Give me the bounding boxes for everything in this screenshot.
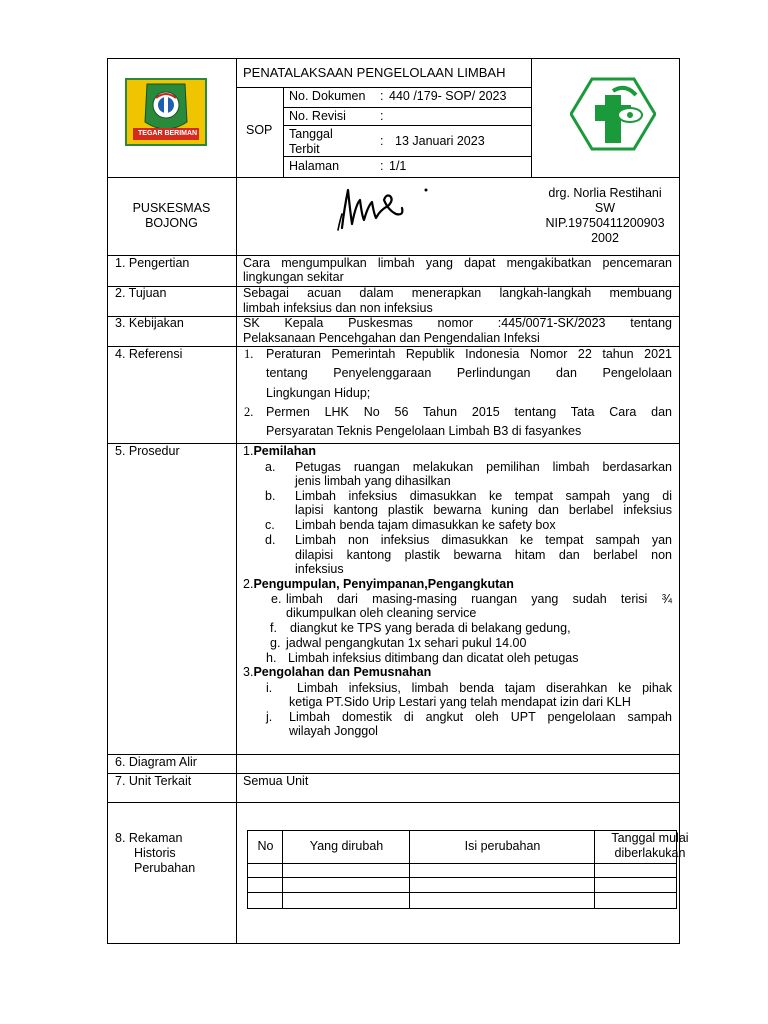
table-header-no: No (257, 839, 274, 853)
org-name-line1: PUSKESMAS (132, 201, 211, 215)
section-label-pengertian: 1. Pengertian (115, 256, 190, 270)
field-sep: : (380, 89, 384, 103)
group-num: 3. (243, 665, 254, 679)
section-label-historis: Historis (134, 846, 176, 860)
list-marker: f. (270, 621, 277, 635)
section-label-diagram-alir: 6. Diagram Alir (115, 755, 197, 769)
prosedur-b-line2: lapisi kantong plastik bewarna kuning dan berlabel infeksius (295, 503, 672, 517)
prosedur-i-line2: ketiga PT.Sido Urip Lestari yang telah mendapat izin dari KLH (289, 695, 631, 709)
prosedur-h-line1: Limbah infeksius ditimbang dan dicatat oleh petugas (288, 651, 579, 665)
tujuan-text-line2: limbah infeksius dan non infeksius (243, 301, 433, 315)
unit-terkait-value: Semua Unit (243, 774, 309, 788)
list-marker: i. (266, 681, 273, 695)
table-header-tanggal-mulai: Tanggal mulai (611, 831, 689, 845)
section-label-rekaman: 8. Rekaman (115, 831, 183, 845)
field-sep: : (380, 134, 384, 148)
prosedur-j-line2: wilayah Jonggol (289, 724, 378, 738)
prosedur-f-line1: diangkut ke TPS yang berada di belakang gedung, (290, 621, 571, 635)
group-title: Pengumpulan, Penyimpanan,Pengangkutan (253, 577, 514, 591)
section-label-tujuan: 2. Tujuan (115, 286, 167, 300)
referensi-2-line1: Permen LHK No 56 Tahun 2015 tentang Tata Cara dan (266, 405, 672, 419)
section-label-kebijakan: 3. Kebijakan (115, 316, 184, 330)
signer-nip-line1: NIP.19750411200903 (545, 216, 665, 230)
field-label-no-dokumen: No. Dokumen (289, 89, 366, 103)
field-sep: : (380, 109, 384, 123)
table-header-isi-perubahan: Isi perubahan (464, 839, 541, 853)
field-label-tanggal: Tanggal (289, 127, 333, 141)
referensi-num: 1. (244, 347, 254, 361)
sop-label: SOP (246, 123, 273, 137)
referensi-1-line1: Peraturan Pemerintah Republik Indonesia Nomor 22 tahun 2021 (266, 347, 672, 361)
kabupaten-logo (125, 78, 207, 146)
field-label-no-revisi: No. Revisi (289, 109, 346, 123)
table-header-yang-dirubah: Yang dirubah (309, 839, 384, 853)
signer-nip-line2: 2002 (591, 231, 619, 245)
group-title: Pemilahan (253, 444, 316, 458)
group-num: 1. (243, 444, 254, 458)
list-marker: b. (265, 489, 276, 503)
prosedur-group-3-heading (243, 665, 431, 680)
kebijakan-text-line1: SK Kepala Puskesmas nomor :445/0071-SK/2023 tentang (243, 316, 672, 330)
field-sep: : (380, 159, 384, 173)
prosedur-e-line1: limbah dari masing-masing ruangan yang sudah terisi ¾ (286, 592, 672, 606)
field-label-terbit: Terbit (289, 142, 320, 156)
list-marker: j. (266, 710, 273, 724)
list-marker: h. (266, 651, 277, 665)
section-label-referensi: 4. Referensi (115, 347, 183, 361)
tujuan-text-line1: Sebagai acuan dalam menerapkan langkah-langkah membuang (243, 286, 672, 300)
list-marker: g. (270, 636, 281, 650)
group-title: Pengolahan dan Pemusnahan (253, 665, 432, 679)
pengertian-text-line1: Cara mengumpulkan limbah yang dapat mengakibatkan pencemaran (243, 256, 672, 270)
field-value-tanggal: 13 Januari 2023 (395, 134, 485, 148)
prosedur-e-line2: dikumpulkan oleh cleaning service (286, 606, 477, 620)
list-marker: c. (265, 518, 275, 532)
prosedur-d-line1: Limbah non infeksius dimasukkan ke tempat sampah yan (295, 533, 672, 547)
document-title: PENATALAKSAAN PENGELOLAAN LIMBAH (243, 65, 506, 80)
prosedur-a-line1: Petugas ruangan melakukan pemilihan limbah berdasarkan (295, 460, 672, 474)
handwritten-signature (330, 180, 440, 240)
logo-motto: TEGAR BERIMAN (138, 130, 198, 137)
org-name-line2: BOJONG (145, 216, 198, 230)
prosedur-a-line2: jenis limbah yang dihasilkan (295, 474, 451, 488)
prosedur-j-line1: Limbah domestik di angkut oleh UPT pengelolaan sampah (289, 710, 672, 724)
field-label-halaman: Halaman (289, 159, 340, 173)
table-header-diberlakukan: diberlakukan (614, 846, 686, 860)
referensi-2-line2: Persyaratan Teknis Pengelolaan Limbah B3 di fasyankes (266, 424, 582, 438)
puskesmas-logo (570, 77, 656, 151)
prosedur-c-line1: Limbah benda tajam dimasukkan ke safety box (295, 518, 556, 532)
section-label-unit-terkait: 7. Unit Terkait (115, 774, 192, 788)
prosedur-b-line1: Limbah infeksius dimasukkan ke tempat sampah yang di (295, 489, 672, 503)
prosedur-d-line2: dilapisi kantong plastik bewarna hitam dan berlabel non (295, 548, 672, 562)
section-label-perubahan: Perubahan (134, 861, 196, 875)
signer-name-line1: drg. Norlia Restihani (548, 186, 662, 200)
group-num: 2. (243, 577, 254, 591)
prosedur-g-line1: jadwal pengangkutan 1x sehari pukul 14.00 (286, 636, 527, 650)
prosedur-group-1-heading (243, 444, 316, 459)
referensi-1-line2: tentang Penyelenggaraan Perlindungan dan Pengelolaan (266, 366, 672, 380)
pengertian-text-line2: lingkungan sekitar (243, 270, 344, 284)
prosedur-group-2-heading (243, 577, 514, 592)
list-marker: a. (265, 460, 276, 474)
signer-name-line2: SW (594, 201, 616, 215)
referensi-num: 2. (244, 405, 254, 419)
prosedur-i-line1: Limbah infeksius, limbah benda tajam diserahkan ke pihak (297, 681, 672, 695)
field-value-halaman: 1/1 (389, 159, 407, 173)
referensi-1-line3: Lingkungan Hidup; (266, 386, 371, 400)
section-label-prosedur: 5. Prosedur (115, 444, 180, 458)
list-marker: e. (271, 592, 282, 606)
prosedur-d-line3: infeksius (295, 562, 344, 576)
kebijakan-text-line2: Pelaksanaan Pencehgahan dan Pengendalian Infeksi (243, 331, 540, 345)
field-value-no-dokumen: 440 /179- SOP/ 2023 (389, 89, 507, 103)
list-marker: d. (265, 533, 276, 547)
